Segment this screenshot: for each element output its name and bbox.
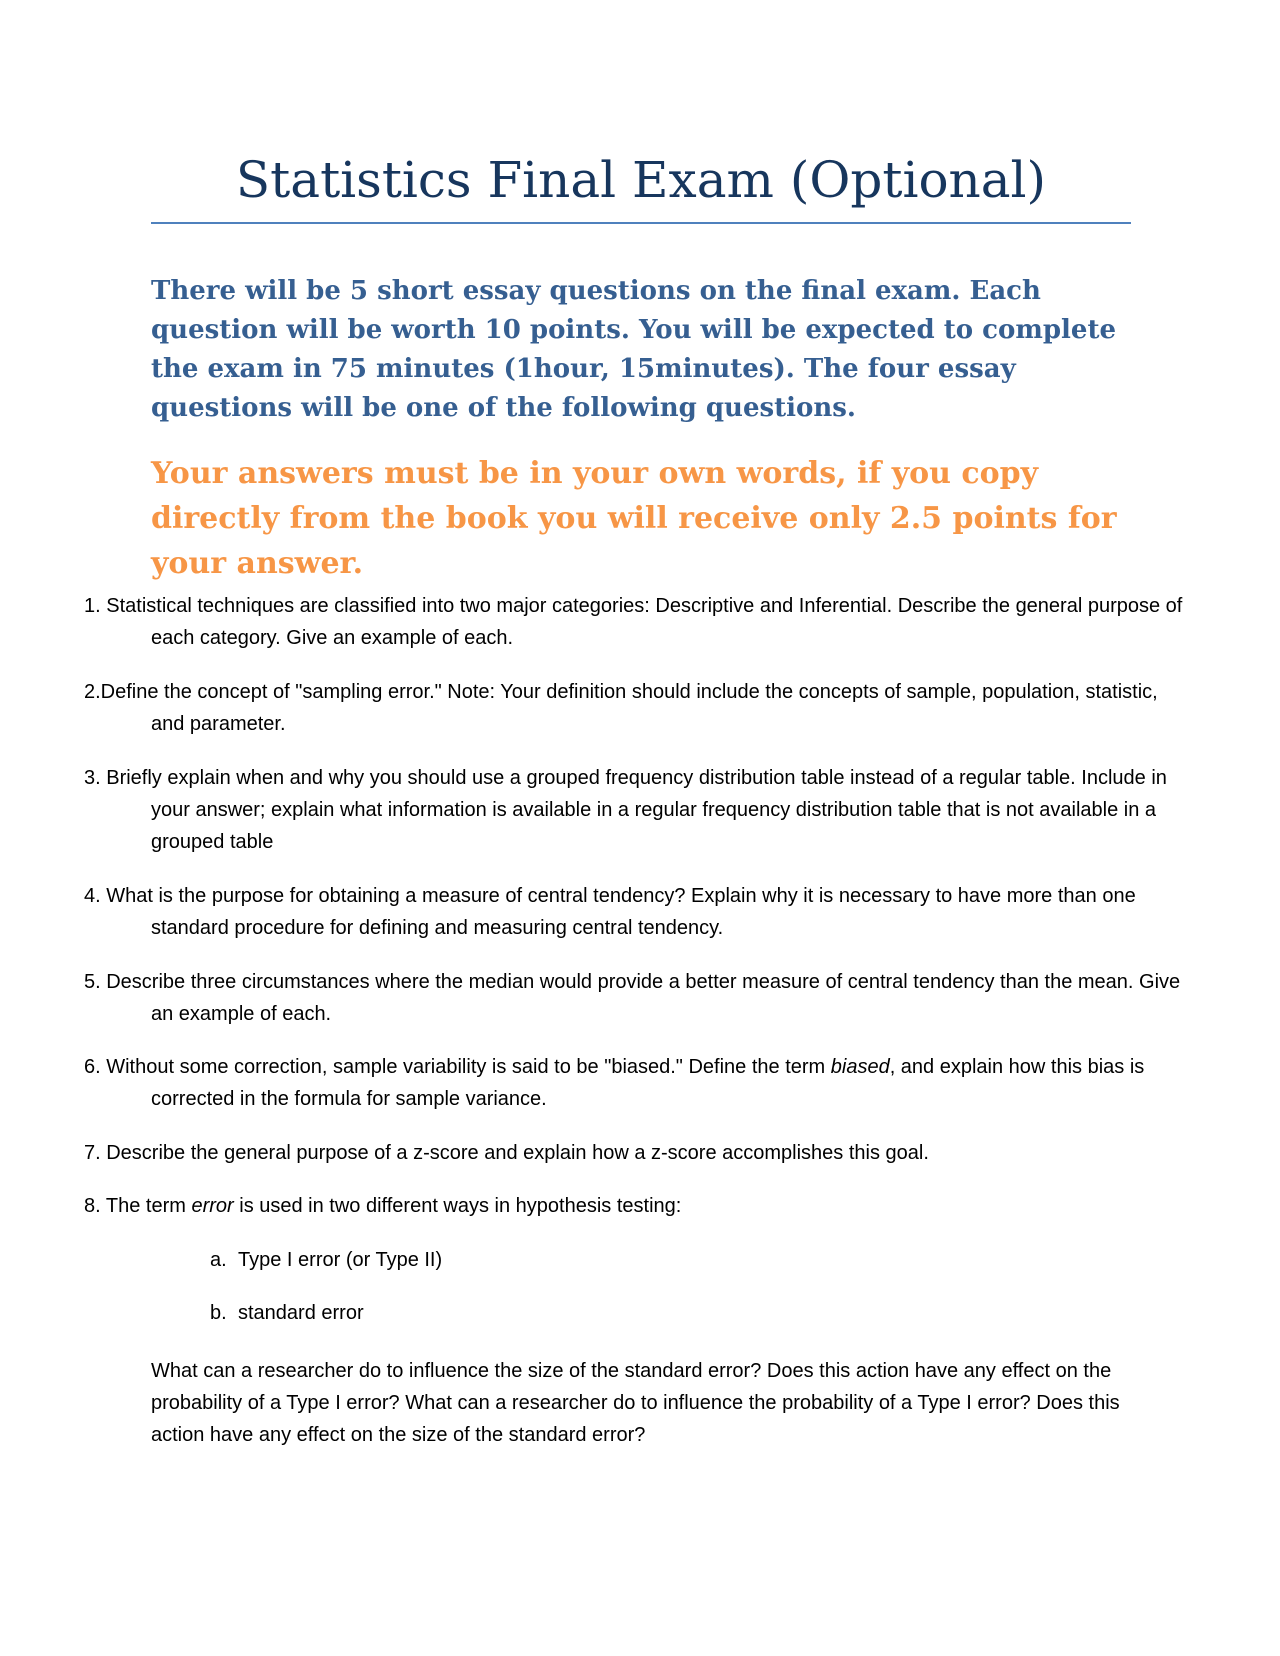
question-8-text-start: 8. The term <box>84 1195 192 1217</box>
list-marker: b. <box>210 1302 227 1324</box>
page-title: Statistics Final Exam (Optional) <box>235 151 1047 209</box>
question-8-item-a <box>210 1244 442 1276</box>
question-8-text-end: is used in two different ways in hypothesis testing: <box>233 1195 682 1217</box>
question-6-emphasis: biased <box>830 1056 890 1078</box>
question-3: 3. Briefly explain when and why you should use a grouped frequency distribution table instead of a regular table. Include in your answer; explain what information is available in a regular frequency distribution table that is not available in a grouped table <box>84 767 1167 853</box>
question-8 <box>84 1190 1191 1222</box>
question-8-followup: What can a researcher do to influence the size of the standard error? Does this action have any effect on the probability of a Type I error? What can a researcher do to influence the probability of a Type I error? Does this action have any effect on the size of the standard error? <box>151 1360 1120 1446</box>
question-6-text-end: , and explain how this bias is corrected in the formula for sample variance. <box>151 1056 1145 1110</box>
question-7: 7. Describe the general purpose of a z-score and explain how a z-score accomplishes this goal. <box>84 1142 929 1164</box>
question-8-item-b <box>210 1297 364 1329</box>
question-2: 2.Define the concept of "sampling error." Note: Your definition should include the concepts of sample, population, statistic, and parameter. <box>84 681 1158 735</box>
title-divider <box>151 222 1131 224</box>
intro-paragraph: There will be 5 short essay questions on the final exam. Each question will be worth 10 points. You will be expected to complete the exam in 75 minutes (1hour, 15minutes). The four essay questions will be one of the following questions. <box>151 276 1117 423</box>
question-5: 5. Describe three circumstances where the median would provide a better measure of central tendency than the mean. Give an example of each. <box>84 971 1181 1025</box>
question-8-emphasis: error <box>191 1195 234 1217</box>
warning-paragraph: Your answers must be in your own words, if you copy directly from the book you will receive only 2.5 points for your answer. <box>151 456 1117 581</box>
question-1: 1. Statistical techniques are classified into two major categories: Descriptive and Inferential. Describe the general purpose of each category. Give an example of each. <box>84 595 1183 649</box>
list-item-text: standard error <box>238 1302 364 1324</box>
question-4: 4. What is the purpose for obtaining a measure of central tendency? Explain why it is necessary to have more than one standard procedure for defining and measuring central tendency. <box>84 885 1136 939</box>
question-6 <box>84 1051 1191 1115</box>
list-marker: a. <box>210 1249 227 1271</box>
question-6-text-start: 6. Without some correction, sample variability is said to be "biased." Define the term <box>84 1056 831 1078</box>
list-item-text: Type I error (or Type II) <box>238 1249 443 1271</box>
